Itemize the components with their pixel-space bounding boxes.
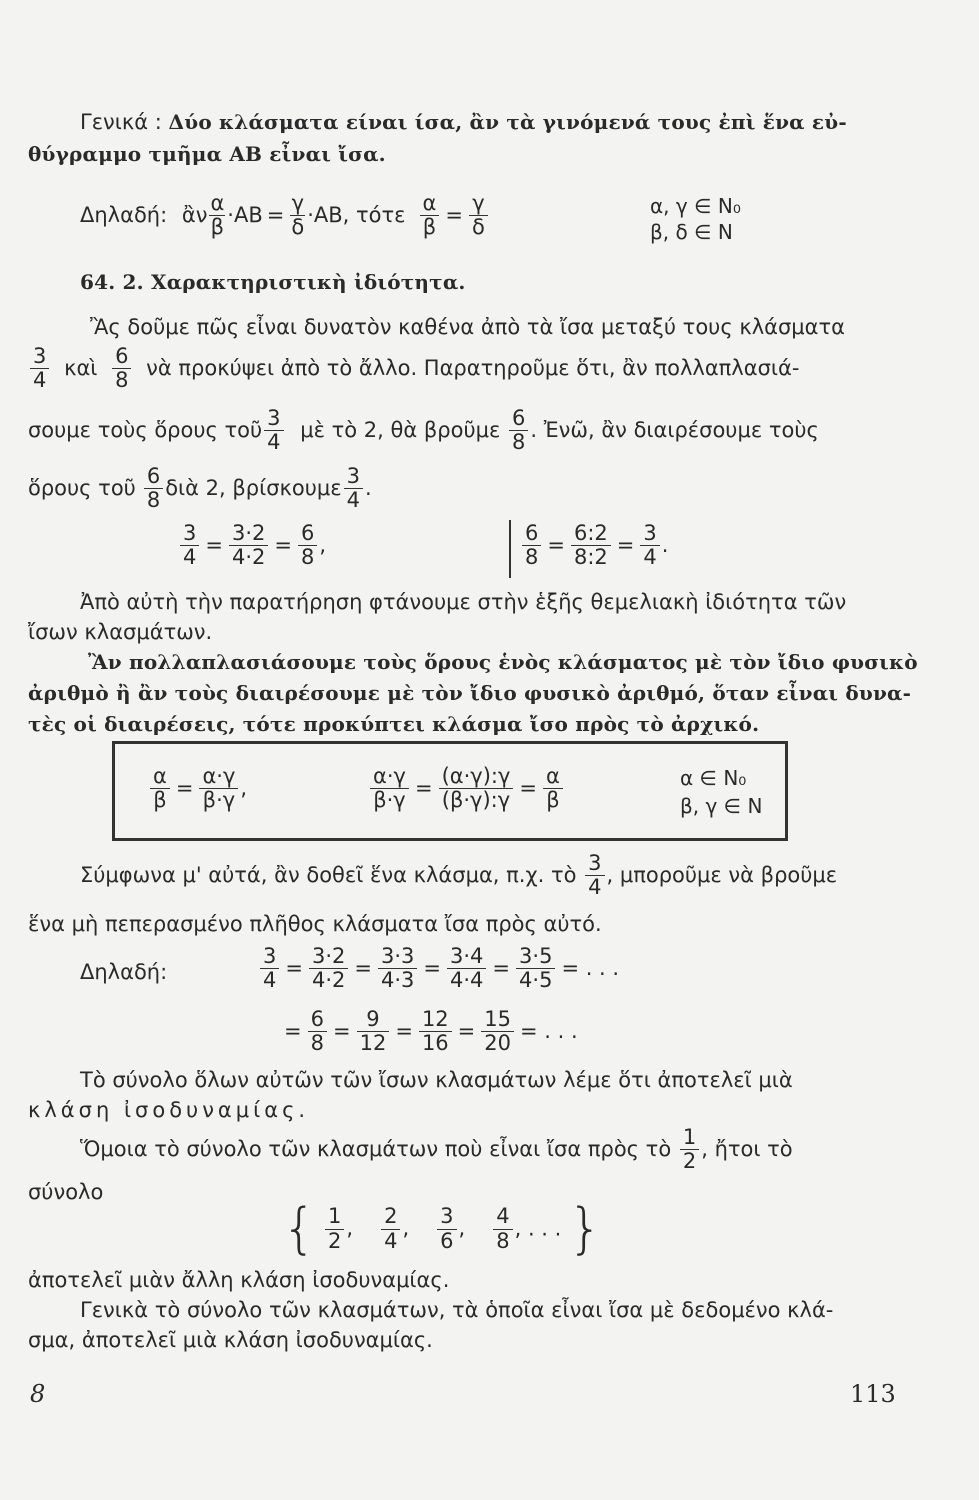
- den: 4·5: [519, 968, 553, 993]
- para3-line1: [80, 852, 837, 899]
- den: 2: [682, 1149, 697, 1174]
- den: β·γ: [373, 788, 406, 813]
- rule-line3: τὲς οἱ διαιρέσεις, τότε προκύπτει κλάσμα ἴσο πρὸς τὸ ἀρχικό.: [28, 712, 760, 736]
- den: δ: [471, 215, 485, 240]
- series2-fraction-2: [357, 1008, 390, 1055]
- def-label: Δηλαδή:: [80, 203, 168, 227]
- para4-line3-a: Ὅμοια τὸ σύνολο τῶν κλασμάτων ποὺ εἶναι ἴσα πρὸς τὸ: [80, 1137, 672, 1161]
- def-ab-1: ·ΑΒ: [227, 203, 263, 227]
- num: 3: [260, 945, 279, 969]
- den: (β·γ):γ: [441, 788, 511, 813]
- num: 6: [112, 345, 131, 369]
- num: 3: [264, 407, 283, 431]
- num: (α·γ):γ: [439, 765, 514, 789]
- para4-line3-b: , ἤτοι τὸ: [701, 1137, 793, 1161]
- fraction-3-4: [264, 407, 283, 454]
- para1-line2: [28, 345, 799, 392]
- fraction-6-8: [298, 522, 317, 569]
- num: 1: [325, 1205, 344, 1229]
- section-title: 64. 2. Χαρακτηριστικὴ ἰδιότητα.: [80, 270, 466, 294]
- fraction-1-2: [680, 1126, 699, 1173]
- den: 4: [384, 1228, 398, 1253]
- def-tote: τότε: [356, 203, 406, 227]
- box-formula-multiply: [148, 765, 247, 812]
- num: 3·5: [516, 945, 555, 969]
- equals: =: [492, 956, 511, 980]
- para1-line3-b: μὲ τὸ 2, θὰ βροῦμε: [300, 418, 501, 442]
- equals: =: [414, 776, 433, 800]
- num: 3: [180, 522, 199, 546]
- comma: ,: [402, 1216, 410, 1241]
- den: 4: [183, 545, 197, 570]
- num: 15: [481, 1008, 514, 1032]
- series-1: [258, 945, 623, 992]
- separator-bar: [509, 520, 511, 578]
- para4-line7: σμα, ἀποτελεῖ μιὰ κλάση ἰσοδυναμίας.: [28, 1328, 433, 1352]
- fraction-gamma-delta-2: [469, 192, 488, 239]
- fraction-6-8: [522, 522, 541, 569]
- intro-label: Γενικά :: [80, 110, 169, 134]
- den: 8:2: [573, 545, 608, 570]
- series2-fraction-1: [308, 1008, 327, 1055]
- num: 3: [30, 345, 49, 369]
- fraction-3-4: [30, 345, 49, 392]
- series-fraction-2: [309, 945, 348, 992]
- den: 4·3: [381, 968, 415, 993]
- page-number: 113: [850, 1380, 896, 1408]
- num: 3·2: [229, 522, 268, 546]
- def-condition-1: α, γ ∈ N₀: [650, 194, 741, 218]
- right-brace: }: [568, 1197, 603, 1260]
- para1-line3: [28, 407, 819, 454]
- den: 8: [146, 488, 161, 513]
- word-kai: καὶ: [64, 356, 98, 380]
- den: β: [153, 788, 167, 813]
- fraction-6-8: [509, 407, 528, 454]
- num: 6:2: [571, 522, 611, 546]
- num: 3·3: [378, 945, 417, 969]
- den: 16: [421, 1031, 449, 1056]
- den: 8: [512, 430, 526, 455]
- series-fraction-5: [516, 945, 555, 992]
- series-fraction-3: [378, 945, 417, 992]
- den: 20: [484, 1031, 512, 1056]
- box-condition-2: β, γ ∈ N: [680, 794, 763, 818]
- num: 12: [419, 1008, 452, 1032]
- equals: =: [274, 533, 292, 557]
- para4-line1: Τὸ σύνολο ὅλων αὐτῶν τῶν ἴσων κλασμάτων λέμε ὅτι ἀποτελεῖ μιὰ: [80, 1068, 793, 1092]
- para4-line2: κλάση ἰσοδυναμίας.: [28, 1098, 310, 1122]
- box-formula-divide: [368, 765, 565, 812]
- equals: =: [457, 1019, 476, 1043]
- num: 3: [640, 522, 659, 546]
- fraction-6d2-8d2: [571, 522, 611, 569]
- fraction-gamma-delta: [290, 192, 305, 239]
- intro-line-1: [80, 110, 847, 135]
- num: 3·4: [447, 945, 486, 969]
- num: 6: [298, 522, 317, 546]
- intro-bold-1: Δύο κλάσματα είναι ίσα, ἂν τὰ γινόμενά τους ἐπὶ ἕνα εὐ-: [168, 110, 847, 134]
- equals: =: [266, 203, 285, 227]
- num: 1: [680, 1126, 699, 1150]
- den: 4·2: [311, 968, 346, 993]
- equals: =: [445, 203, 463, 227]
- footer-signature-mark: 8: [30, 1380, 46, 1408]
- comma: ,: [319, 533, 327, 557]
- equals: =: [395, 1019, 413, 1043]
- para1-line1: Ἂς δοῦμε πῶς εἶναι δυνατὸν καθένα ἀπὸ τὰ ἴσα μεταξύ τους κλάσματα: [90, 315, 845, 339]
- fraction-a-b: [150, 765, 170, 812]
- equals: =: [285, 956, 303, 980]
- den: 4·2: [231, 545, 266, 570]
- comma: ,: [458, 1216, 466, 1241]
- fraction-ag-bg: [199, 765, 238, 812]
- para2-line1: Ἀπὸ αὐτὴ τὴν παρατήρηση φτάνουμε στὴν ἑξῆς θεμελιακὴ ἰδιότητα τῶν: [80, 590, 847, 614]
- set-fraction-3: [437, 1205, 456, 1252]
- para4-line6: Γενικὰ τὸ σύνολο τῶν κλασμάτων, τὰ ὁποῖα εἶναι ἴσα μὲ δεδομένο κλά-: [80, 1298, 834, 1322]
- series-2: [280, 1008, 582, 1055]
- fraction-ag-bg: [370, 765, 409, 812]
- period: .: [661, 533, 669, 557]
- ellipsis: = . . .: [520, 1019, 578, 1043]
- equals: =: [616, 533, 635, 557]
- equals: =: [205, 533, 223, 557]
- def-condition-2: β, δ ∈ N: [650, 220, 733, 244]
- fraction-a-b: [543, 765, 563, 812]
- num: 3: [437, 1205, 456, 1229]
- fraction-6-8: [112, 345, 131, 392]
- para1-line4-c: .: [365, 476, 372, 500]
- series2-fraction-4: [481, 1008, 514, 1055]
- para1-line3-a: σουμε τοὺς ὅρους τοῦ: [28, 418, 263, 442]
- num: 6: [308, 1008, 327, 1032]
- fraction-3-4: [640, 522, 659, 569]
- den: β·γ: [202, 788, 236, 813]
- den: 8: [496, 1228, 510, 1253]
- den: 6: [440, 1228, 454, 1253]
- para1-line3-c: . Ἐνῶ, ἂν διαιρέσουμε τοὺς: [530, 418, 819, 442]
- num: α·γ: [370, 765, 409, 789]
- para1-line4-a: ὅρους τοῦ: [28, 476, 136, 500]
- num: α: [150, 765, 170, 789]
- den: 4: [643, 545, 657, 570]
- den: 4: [346, 488, 360, 513]
- fraction-3-4: [344, 465, 363, 512]
- num: α: [210, 191, 225, 215]
- equals: =: [332, 1019, 351, 1043]
- num: 3·2: [309, 945, 348, 969]
- comma: ,: [346, 1216, 354, 1241]
- ellipsis: = . . .: [561, 956, 620, 980]
- para4-line4: σύνολο: [28, 1180, 104, 1204]
- num: γ: [291, 191, 304, 215]
- den: 12: [359, 1031, 387, 1056]
- num: γ: [469, 192, 488, 216]
- series-fraction-4: [447, 945, 486, 992]
- para3-line1-a: Σύμφωνα μ' αὐτά, ἂν δοθεῖ ἕνα κλάσμα, π.χ. τὸ: [80, 863, 577, 887]
- set-fraction-2: [381, 1205, 400, 1252]
- para4-line5: ἀποτελεῖ μιὰν ἄλλη κλάση ἰσοδυναμίας.: [28, 1268, 450, 1292]
- equals: =: [175, 776, 194, 800]
- equals: =: [547, 533, 565, 557]
- rule-line1: Ἂν πολλαπλασιάσουμε τοὺς ὅρους ἑνὸς κλάσματος μὲ τὸν ἴδιο φυσικὸ: [88, 650, 918, 674]
- fraction-alpha-beta: [209, 192, 225, 239]
- comma: ,: [240, 776, 248, 800]
- fraction-3x2-4x2: [229, 522, 268, 569]
- num: α: [543, 765, 563, 789]
- def-an: ἂν: [181, 203, 208, 227]
- den: 8: [525, 545, 539, 570]
- num: 9: [357, 1008, 390, 1032]
- definition-line: Δηλαδή: ἂν $\frac{\alpha}{\beta}$ ·ΑΒ = $\frac{\gamma}{\delta}$ ·ΑΒ, τότε $\frac{\alpha}{\beta}$ = $\frac{\gamma}{\delta}$: [80, 192, 490, 239]
- para3-line2: ἕνα μὴ πεπερασμένο πλῆθος κλάσματα ἴσα πρὸς αὐτό.: [28, 912, 602, 936]
- num: 3: [344, 465, 363, 489]
- left-brace: {: [282, 1197, 317, 1260]
- def-ab-2: ·ΑΒ: [307, 203, 343, 227]
- den: β: [210, 215, 225, 240]
- den: β: [422, 215, 437, 240]
- para1-line4-b: διὰ 2, βρίσκουμε: [165, 476, 342, 500]
- equation-multiply: [178, 522, 326, 569]
- equals: =: [284, 1019, 302, 1043]
- num: 6: [144, 465, 163, 489]
- den: 4·4: [450, 968, 484, 993]
- fraction-6-8: [144, 465, 163, 512]
- den: 2: [328, 1228, 342, 1253]
- den: 4: [588, 875, 602, 900]
- equation-divide: [520, 522, 668, 569]
- set-fraction-1: [325, 1205, 344, 1252]
- box-condition-1: α ∈ N₀: [680, 766, 747, 790]
- equals: =: [519, 776, 538, 800]
- den: β: [546, 788, 560, 813]
- den: 4: [33, 368, 47, 393]
- num: 6: [509, 407, 528, 431]
- den: 4: [263, 968, 277, 993]
- num: 4: [493, 1205, 512, 1229]
- fraction-3-4: [180, 522, 199, 569]
- para4-line3: [80, 1126, 793, 1173]
- set-fraction-4: [493, 1205, 512, 1252]
- para1-line4: [28, 465, 372, 512]
- para1-line2-rest: νὰ προκύψει ἀπὸ τὸ ἄλλο. Παρατηροῦμε ὅτι, ἂν πολλαπλασιά-: [146, 356, 800, 380]
- series-label: Δηλαδή:: [80, 960, 168, 984]
- num: 3: [585, 852, 604, 876]
- num: α: [420, 192, 440, 216]
- den: 8: [301, 545, 315, 570]
- para3-line1-b: , μποροῦμε νὰ βροῦμε: [606, 863, 838, 887]
- equals: =: [354, 956, 372, 980]
- series2-fraction-3: [419, 1008, 452, 1055]
- fraction-agdiv-bgdiv: [439, 765, 514, 812]
- num: 6: [522, 522, 541, 546]
- equivalence-set: [282, 1197, 603, 1260]
- intro-bold-2: θύγραμμο τμῆμα ΑΒ εἶναι ἴσα.: [28, 142, 386, 166]
- para2-line2: ἴσων κλασμάτων.: [28, 620, 213, 644]
- set-tail: , . . .: [514, 1216, 562, 1241]
- num: α·γ: [199, 765, 238, 789]
- equals: =: [423, 956, 442, 980]
- den: δ: [291, 215, 305, 240]
- den: 8: [115, 368, 129, 393]
- den: 4: [267, 430, 281, 455]
- rule-line2: ἀριθμὸ ἢ ἂν τοὺς διαιρέσουμε μὲ τὸν ἴδιο φυσικὸ ἀριθμό, ὅταν εἶναι δυνα-: [28, 681, 912, 705]
- series-fraction-1: [260, 945, 279, 992]
- fraction-alpha-beta-2: [420, 192, 440, 239]
- fraction-3-4: [585, 852, 604, 899]
- num: 2: [381, 1205, 400, 1229]
- den: 8: [310, 1031, 324, 1056]
